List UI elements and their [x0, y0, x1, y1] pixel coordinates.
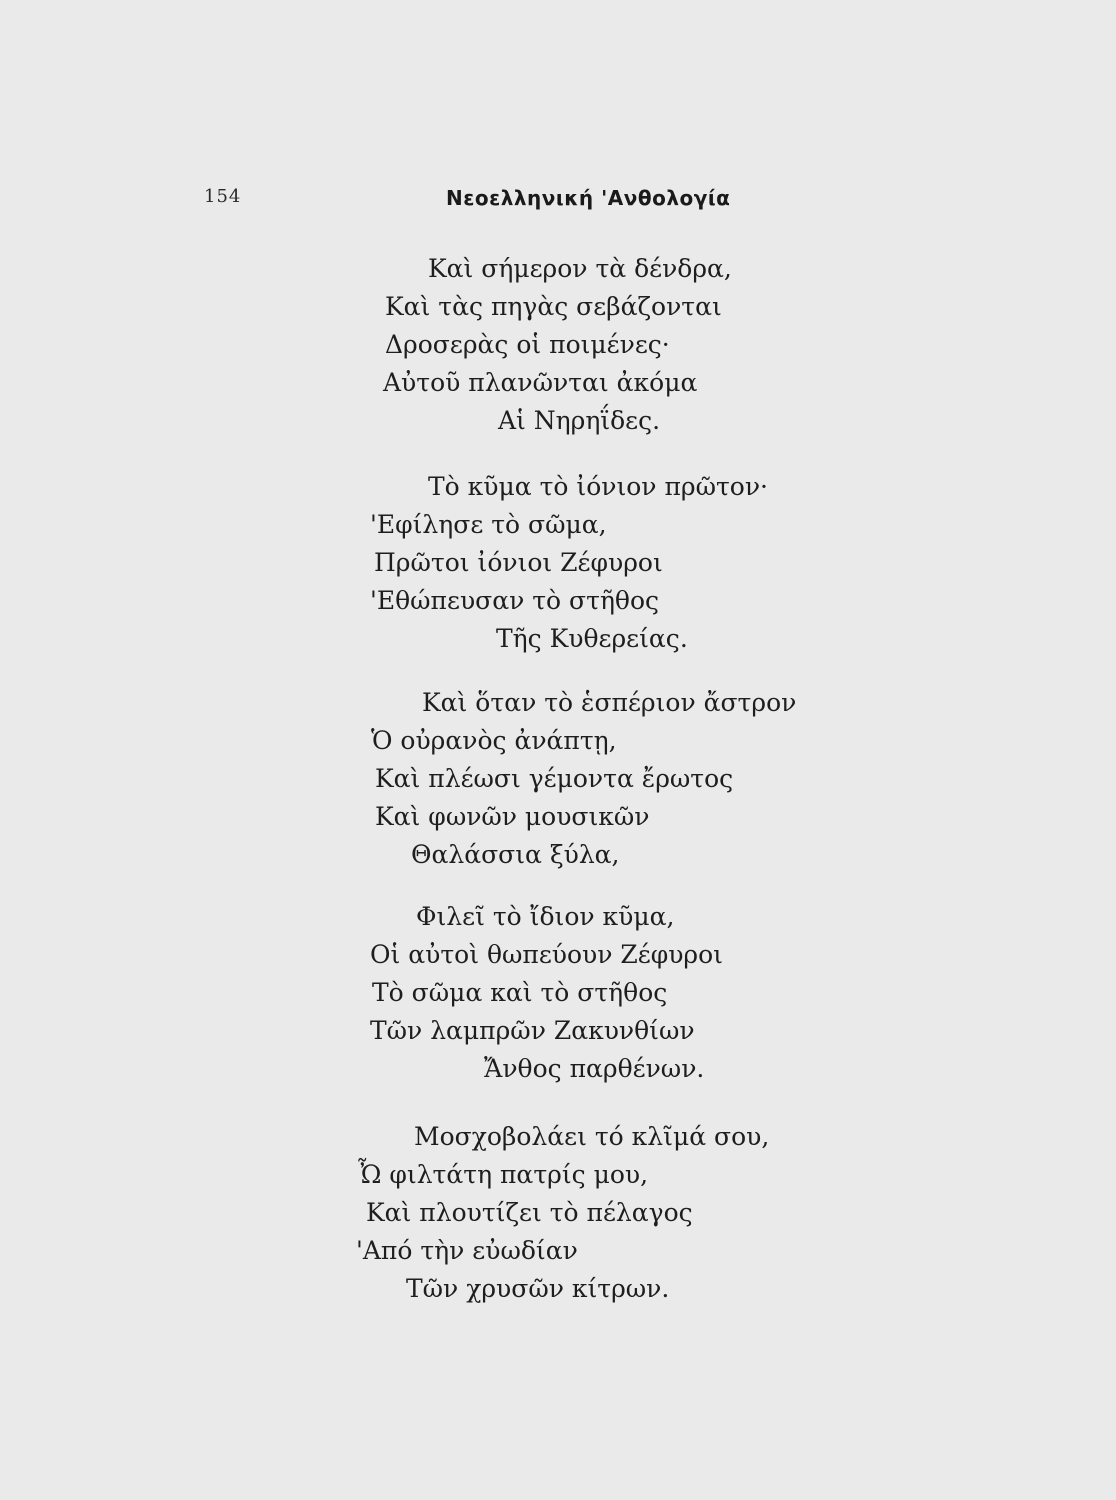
poem-line: Καὶ ὅταν τὸ ἑσπέριον ἄστρον	[422, 688, 797, 717]
page-number: 154	[204, 186, 242, 207]
poem-line: Φιλεῖ τὸ ἴδιον κῦμα,	[416, 902, 675, 931]
poem-line: 'Εθώπευσαν τὸ στῆθος	[370, 586, 660, 615]
poem-line: Τῶν χρυσῶν κίτρων.	[406, 1274, 670, 1303]
poem-line: Ὦ φιλτάτη πατρίς μου,	[358, 1160, 649, 1189]
poem-line: Τῆς Κυθερείας.	[496, 624, 688, 653]
poem-line: Ἄνθος παρθένων.	[484, 1054, 705, 1083]
running-title: Νεοελληνική 'Ανθολογία	[446, 186, 731, 210]
poem-line: Καὶ πλουτίζει τὸ πέλαγος	[366, 1198, 693, 1227]
poem-line: Καὶ φωνῶν μουσικῶν	[375, 802, 650, 831]
poem-line: Οἱ αὐτοὶ θωπεύουν Ζέφυροι	[370, 940, 723, 969]
poem-line: 'Εφίλησε τὸ σῶμα,	[370, 510, 607, 539]
poem-line: Τῶν λαμπρῶν Ζακυνθίων	[370, 1016, 695, 1045]
poem-line: Αἱ Νηρηΐδες.	[498, 406, 661, 435]
poem-line: Μοσχοβολάει τό κλῖμά σου,	[414, 1122, 770, 1151]
poem-line: Καὶ σήμερον τὰ δένδρα,	[428, 254, 732, 283]
poem-line: Ὁ οὐρανὸς ἀνάπτῃ,	[371, 726, 617, 755]
poem-line: 'Από τὴν εὐωδίαν	[356, 1236, 578, 1265]
poem-line: Δροσερὰς οἱ ποιμένες·	[385, 330, 670, 359]
poem-line: Πρῶτοι ἰόνιοι Ζέφυροι	[374, 548, 663, 577]
poem-line: Τὸ σῶμα καὶ τὸ στῆθος	[372, 978, 668, 1007]
poem-line: Καὶ πλέωσι γέμοντα ἔρωτος	[375, 764, 734, 793]
poem-line: Αὐτοῦ πλανῶνται ἀκόμα	[383, 368, 698, 397]
poem-line: Θαλάσσια ξύλα,	[411, 840, 620, 869]
poem-line: Τὸ κῦμα τὸ ἰόνιον πρῶτον·	[428, 472, 768, 501]
poem-line: Καὶ τὰς πηγὰς σεβάζονται	[385, 292, 722, 321]
